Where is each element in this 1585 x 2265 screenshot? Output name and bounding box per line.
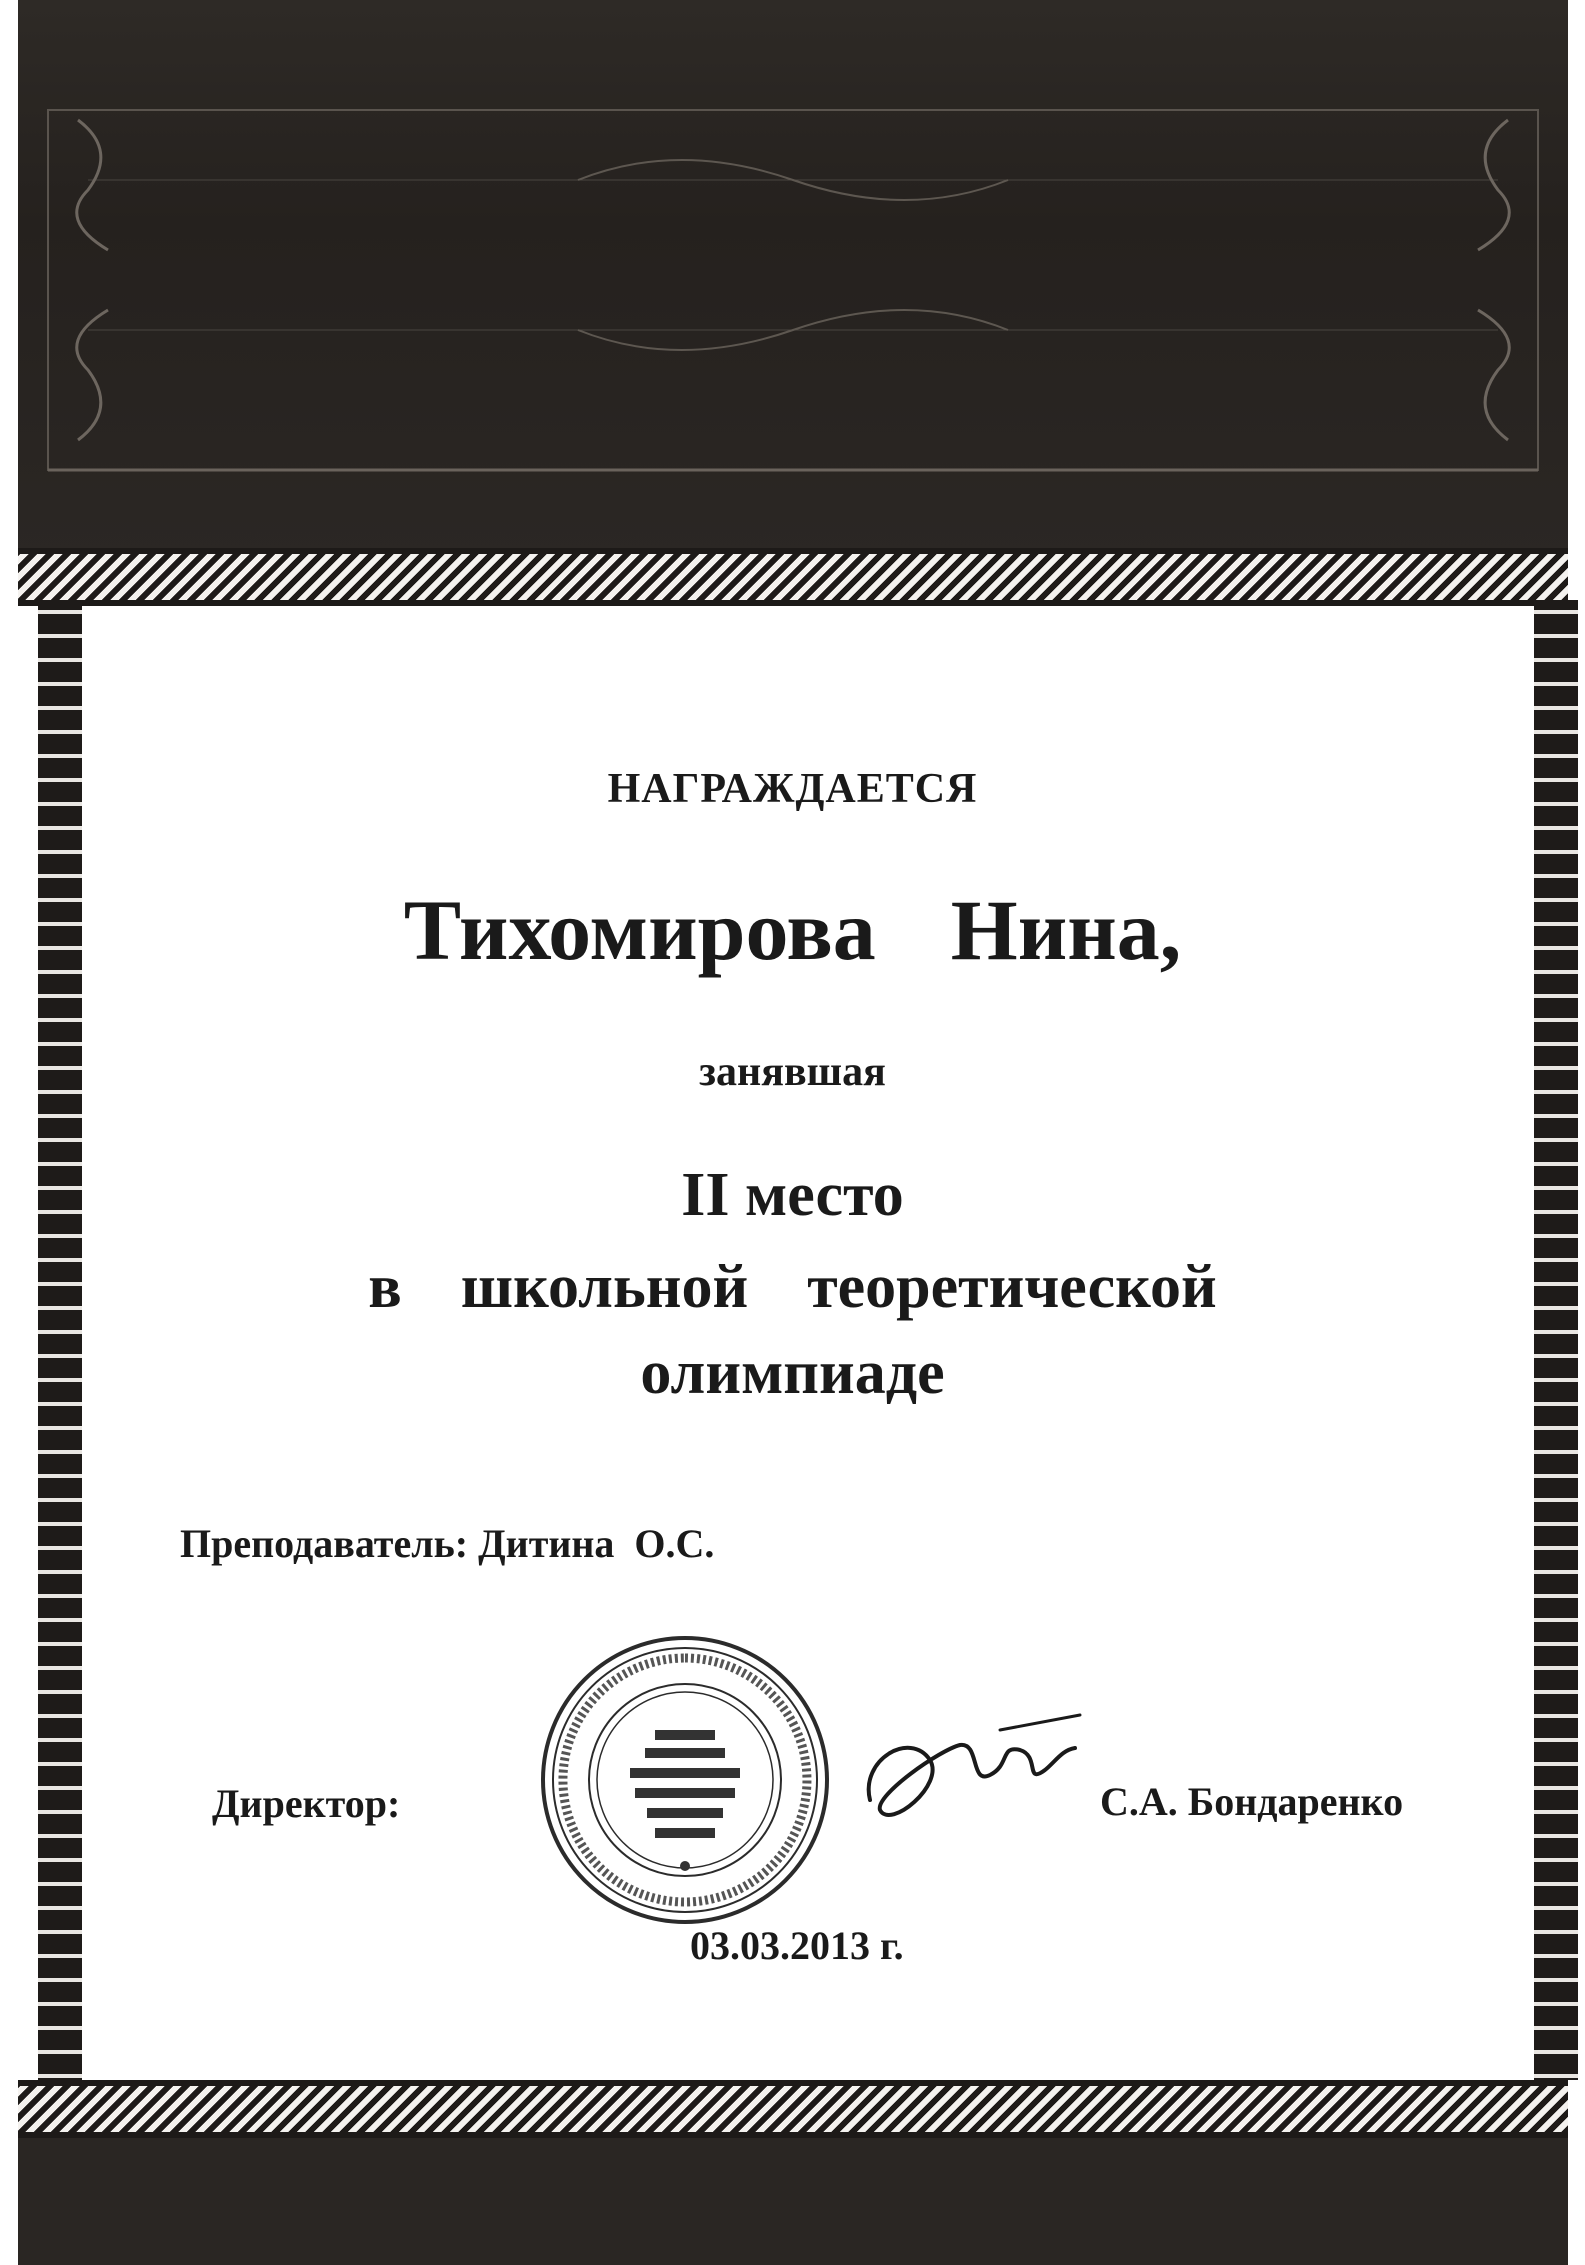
place-text: II место — [681, 1161, 904, 1229]
header-dark-band — [18, 0, 1568, 560]
signature-icon — [850, 1690, 1090, 1840]
top-ornament-strip — [18, 548, 1568, 606]
director-name: С.А. Бондаренко — [1100, 1779, 1404, 1824]
stamp-seal-icon — [535, 1630, 835, 1930]
director-label: Директор: — [212, 1781, 401, 1826]
leaf-border-icon — [18, 548, 1568, 606]
olympiad-line-1: в школьной теоретической — [368, 1253, 1217, 1321]
awarded-heading: НАГРАЖДАЕТСЯ — [607, 766, 978, 812]
footer-dark-band — [18, 2138, 1568, 2265]
teacher-line: Преподаватель: Дитина О.С. — [180, 1521, 715, 1566]
recipient-name: Тихомирова Нина, — [403, 882, 1182, 978]
leaf-border-icon — [18, 2080, 1568, 2138]
issue-date: 03.03.2013 г. — [690, 1923, 904, 1968]
olympiad-line-2: олимпиаде — [640, 1339, 945, 1407]
header-ornament-icon — [18, 0, 1568, 560]
took-text: занявшая — [699, 1049, 886, 1095]
bottom-ornament-strip — [18, 2080, 1568, 2138]
